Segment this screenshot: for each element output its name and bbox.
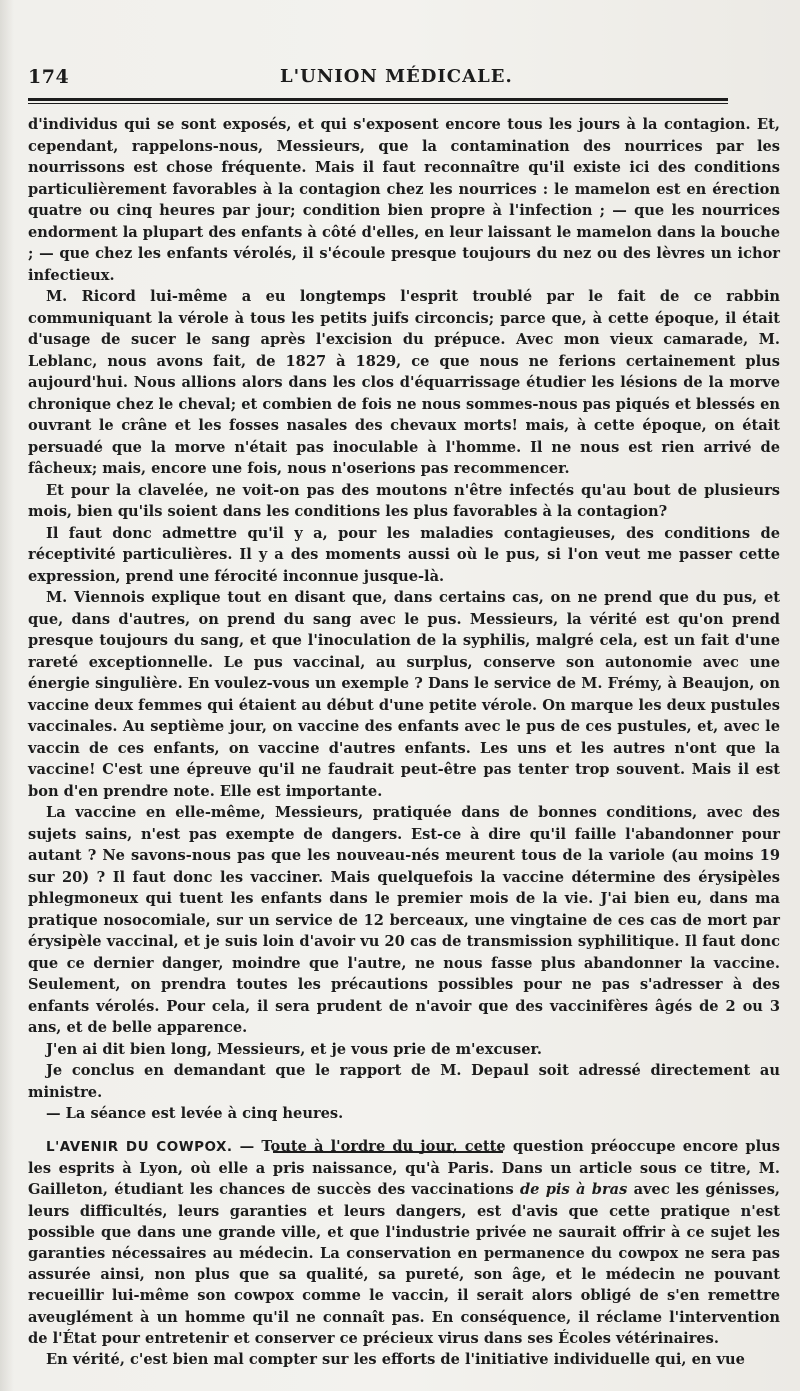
paragraph: J'en ai dit bien long, Messieurs, et je vous prie de m'excuser. — [46, 1040, 542, 1058]
section-title: L'AVENIR DU COWPOX. — [46, 1139, 233, 1155]
paragraph: M. Ricord lui-même a eu longtemps l'esprit troublé par le fait de ce rabbin communiquant la vérole à tous les petits juifs circoncis; parce que, à cette époque, il était d'usage de sucer le sang après l'excision du prépuce. Avec mon vieux camarade, M. Leblanc, nous avons fait, de 1827 à 1829, ce que nous ne ferions certainement plus aujourd'hui. Nous allions alors dans les clos d'équarrissage étudier les lésions de la morve chronique chez le cheval; et combien de fois ne nous sommes-nous pas piqués et blessés en ouvrant le crâne et les fosses nasales des chevaux morts! mais, à cette époque, on était persuadé que la morve n'était pas inoculable à l'homme. Il ne nous est rien arrivé de fâcheux; mais, encore une fois, nous n'oserions pas recommencer. — [28, 288, 780, 477]
header-rule-thin — [28, 103, 728, 104]
section-rest-text: avec les génisses, leurs difficultés, leurs garanties et leurs dangers, est d'avis que cette pratique n'est possible que dans une grande ville, et que l'industrie privée ne saurait offrir à ce sujet les garanties nécessaires au médecin. La conservation en permanence du cowpox ne sera pas assurée ainsi, non plus que sa qualité, sa pureté, son âge, et le médecin ne pouvant recueillir lui-même son cowpox comme le vaccin, il serait alors obligé de s'en remettre aveuglément à un homme qu'il ne connaît pas. En conséquence, il réclame l'intervention de l'État pour entretenir et conserver ce précieux virus dans ses Écoles vétérinaires. — [28, 1181, 780, 1347]
cowpox-section — [28, 1136, 780, 1370]
section-lead-text: — Toute à l'ordre du jour, cette question préoccupe encore plus les esprits à Lyon, où elle a pris naissance, qu'à Paris. Dans un article sous ce titre, M. Gailleton, étudiant les chances de succès des vaccinations — [28, 1138, 780, 1199]
section-next-paragraph: En vérité, c'est bien mal compter sur les efforts de l'initiative individuelle qui, en vue — [46, 1351, 745, 1369]
page-header — [28, 66, 788, 96]
paragraph: La vaccine en elle-même, Messieurs, pratiquée dans de bonnes conditions, avec des sujets sains, n'est pas exempte de dangers. Est-ce à dire qu'il faille l'abandonner pour autant ? Ne savons-nous pas que les nouveau-nés meurent tous de la variole (au moins 19 sur 20) ? Il faut donc les vacciner. Mais quelquefois la vaccine détermine des érysipèles phlegmoneux qui tuent les enfants dans le premier mois de la vie. J'ai bien eu, dans ma pratique nosocomiale, sur un service de 12 berceaux, une vingtaine de ces cas de mort par érysipèle vaccinal, et je suis loin d'avoir vu 20 cas de transmission syphilitique. Il faut donc que ce dernier danger, moindre que l'autre, ne nous fasse plus abandonner la vaccine. Seulement, on prendra toutes les précautions possibles pour ne pas s'adresser à des enfants vérolés. Pour cela, il sera prudent de n'avoir que des vaccinifères âgés de 2 ou 3 ans, et de belle apparence. — [28, 804, 780, 1036]
paragraph: Il faut donc admettre qu'il y a, pour les maladies contagieuses, des conditions de réceptivité particulières. Il y a des moments aussi où le pus, si l'on veut me passer cette expression, prend une férocité inconnue jusque-là. — [28, 524, 780, 585]
section-italic-text: de pis à bras — [519, 1181, 628, 1199]
paragraph: Et pour la clavelée, ne voit-on pas des moutons n'être infectés qu'au bout de plusieurs mois, bien qu'ils soient dans les conditions les plus favorables à la contagion? — [28, 481, 780, 520]
running-title: L'UNION MÉDICALE. — [280, 66, 513, 87]
article-body — [28, 114, 780, 1153]
paragraph: — La séance est levée à cinq heures. — [46, 1105, 344, 1122]
section-paragraph — [28, 1136, 780, 1349]
paragraph: M. Viennois explique tout en disant que, dans certains cas, on ne prend que du pus, et que, dans d'autres, on prend du sang avec le pus. Messieurs, la vérité est qu'on prend presque toujours du sang, et que l'inoculation de la syphilis, malgré cela, est un fait d'une rareté exceptionnelle. Le pus vaccinal, au surplus, conserve son autonomie avec une énergie singulière. En voulez-vous un exemple ? Dans le service de M. Frémy, à Beaujon, on vaccine deux femmes qui étaient au début d'une petite vérole. On marque les deux pustules vaccinales. Au septième jour, on vaccine des enfants avec le pus de ces pustules, et, avec le vaccin de ces enfants, on vaccine d'autres enfants. Les uns et les autres n'ont que la vaccine! C'est une épreuve qu'il ne faudrait peut-être pas tenter trop souvent. Mais il est bon d'en prendre note. Elle est importante. — [28, 589, 780, 800]
paragraph: Je conclus en demandant que le rapport de M. Depaul soit adressé directement au ministre. — [28, 1062, 780, 1101]
header-rule — [28, 98, 728, 101]
paragraph: d'individus qui se sont exposés, et qui s'exposent encore tous les jours à la contagion. Et, cependant, rappelons-nous, Messieurs, que la contamination des nourrices par les nourrissons est chose fréquente. Mais il faut reconnaître qu'il existe ici des conditions particulièrement favorables à la contagion chez les nourrices : le mamelon est en érection quatre ou cinq heures par jour; condition bien propre à l'infection ; — que les nourrices endorment la plupart des enfants à côté d'elles, en leur laissant le mamelon dans la bouche ; — que chez les enfants vérolés, il s'écoule presque toujours du nez ou des lèvres un ichor infectieux. — [28, 116, 780, 284]
page-number: 174 — [28, 66, 70, 88]
